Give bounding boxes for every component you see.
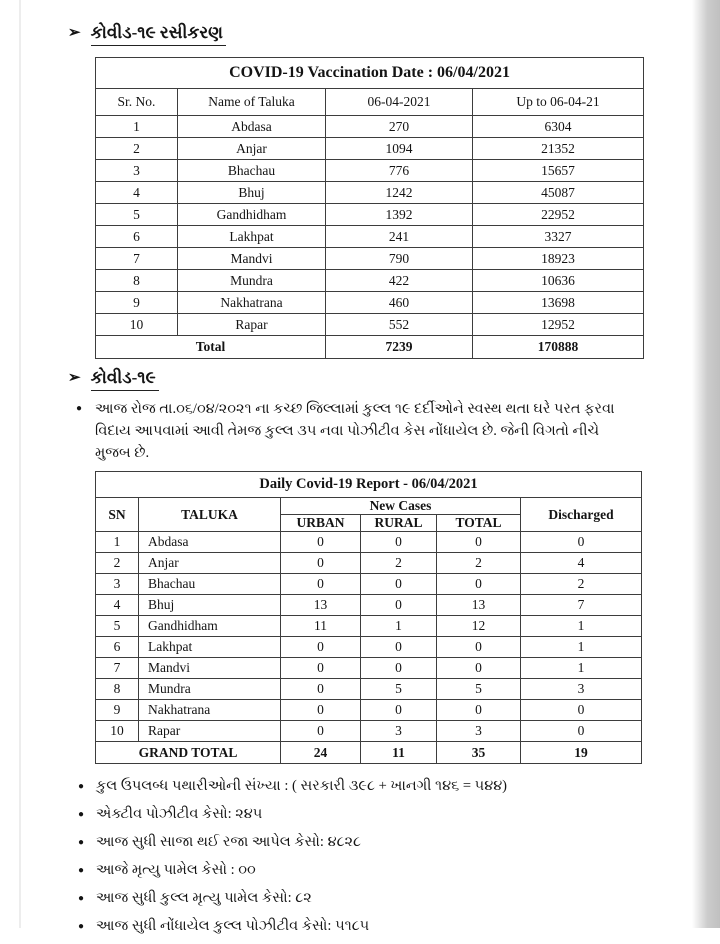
grand-total-total: 35 xyxy=(437,742,521,764)
table-cell: 0 xyxy=(361,637,437,658)
heading-covid xyxy=(68,367,692,391)
table-row xyxy=(96,574,642,595)
bullet-dot-icon: ● xyxy=(78,837,85,848)
table-row xyxy=(96,270,644,292)
column-header-name-of-taluka: Name of Taluka xyxy=(178,89,326,116)
table-cell: Nakhatrana xyxy=(178,292,326,314)
table-cell: 7 xyxy=(96,248,178,270)
table-row xyxy=(96,116,644,138)
table-row xyxy=(96,138,644,160)
bullet-dot-icon: ● xyxy=(78,865,85,876)
daily-report-title: Daily Covid-19 Report - 06/04/2021 xyxy=(96,472,642,498)
table-row xyxy=(96,226,644,248)
table-cell: 0 xyxy=(521,721,642,742)
table-cell: 3327 xyxy=(473,226,644,248)
table-cell: 2 xyxy=(437,553,521,574)
heading-covid-label: કોવીડ-૧૯ xyxy=(91,367,159,391)
table-cell: 1094 xyxy=(326,138,473,160)
table-cell: 0 xyxy=(437,658,521,679)
table-cell: 0 xyxy=(281,700,361,721)
table-row xyxy=(96,679,642,700)
table-cell: Bhuj xyxy=(178,182,326,204)
table-row xyxy=(96,595,642,616)
table-cell: 3 xyxy=(437,721,521,742)
table-row xyxy=(96,553,642,574)
table-cell: 4 xyxy=(521,553,642,574)
vaccination-table-title: COVID-19 Vaccination Date : 06/04/2021 xyxy=(96,58,644,89)
table-cell: 790 xyxy=(326,248,473,270)
table-cell: 9 xyxy=(96,700,139,721)
table-cell: 1 xyxy=(521,658,642,679)
table-cell: 1 xyxy=(361,616,437,637)
table-cell: 0 xyxy=(437,637,521,658)
list-item xyxy=(78,776,638,797)
table-row xyxy=(96,532,642,553)
table-row xyxy=(96,182,644,204)
table-cell: 0 xyxy=(361,532,437,553)
column-header-total: TOTAL xyxy=(437,515,521,532)
table-cell: 10636 xyxy=(473,270,644,292)
table-row xyxy=(96,248,644,270)
table-cell: Mundra xyxy=(139,679,281,700)
table-cell: 15657 xyxy=(473,160,644,182)
arrowhead-bullet-icon: ➢ xyxy=(68,370,81,386)
daily-report-table xyxy=(95,471,642,764)
table-cell: 0 xyxy=(281,637,361,658)
page-right-edge-shadow xyxy=(692,0,720,928)
table-cell: 7 xyxy=(96,658,139,679)
table-cell: Rapar xyxy=(178,314,326,336)
table-cell: 9 xyxy=(96,292,178,314)
table-cell: Mandvi xyxy=(178,248,326,270)
column-header-sr-no: Sr. No. xyxy=(96,89,178,116)
bullet-dot-icon: ● xyxy=(78,781,85,792)
table-cell: 0 xyxy=(281,658,361,679)
table-cell: 22952 xyxy=(473,204,644,226)
table-cell: Lakhpat xyxy=(178,226,326,248)
table-cell: 10 xyxy=(96,314,178,336)
column-header-up-to-date: Up to 06-04-21 xyxy=(473,89,644,116)
daily-report-header-row-1 xyxy=(96,498,642,515)
intro-paragraph xyxy=(76,398,636,464)
intro-paragraph-text: આજ રોજ તા.૦૬/૦૪/૨૦૨૧ ના કચ્છ જિલ્લામાં કુલ્લ ૧૯ દર્દીઓને સ્વસ્થ થતા ઘરે પરત ફરવા વિદાય આપવામાં આવી તેમજ કુલ્લ ૩૫ નવા પોઝીટીવ કેસ નોંધાયેલ છે. જેની વિગતો નીચે મુજબ છે. xyxy=(95,401,615,461)
table-cell: 0 xyxy=(281,532,361,553)
table-cell: 0 xyxy=(521,700,642,721)
summary-beds-available: કુલ ઉપલબ્ધ પથારીઓની સંખ્યા : ( સરકારી ૩૯૮ + ખાનગી ૧૪૬ = ૫૪૪) xyxy=(96,778,508,794)
table-cell: 0 xyxy=(361,700,437,721)
table-cell: 552 xyxy=(326,314,473,336)
table-cell: 1 xyxy=(521,637,642,658)
total-label: Total xyxy=(96,336,326,359)
table-cell: 776 xyxy=(326,160,473,182)
table-cell: Anjar xyxy=(139,553,281,574)
table-cell: 5 xyxy=(96,204,178,226)
table-cell: 0 xyxy=(281,721,361,742)
summary-total-deaths: આજ સુધી કુલ્લ મૃત્યુ પામેલ કેસો: ૮૨ xyxy=(96,890,312,906)
table-cell: 8 xyxy=(96,270,178,292)
summary-recovered-discharged-cases: આજ સુધી સાજા થઈ રજા આપેલ કેસો: ૪૮૨૮ xyxy=(96,834,362,850)
total-day-value: 7239 xyxy=(326,336,473,359)
vaccination-total-row xyxy=(96,336,644,359)
list-item xyxy=(78,888,638,909)
column-header-sn: SN xyxy=(96,498,139,532)
table-cell: 0 xyxy=(521,532,642,553)
table-cell: Gandhidham xyxy=(178,204,326,226)
table-cell: 6 xyxy=(96,226,178,248)
table-row xyxy=(96,292,644,314)
grand-total-label: GRAND TOTAL xyxy=(96,742,281,764)
column-header-new-cases: New Cases xyxy=(281,498,521,515)
column-header-rural: RURAL xyxy=(361,515,437,532)
list-item xyxy=(78,860,638,881)
table-row xyxy=(96,160,644,182)
table-cell: Anjar xyxy=(178,138,326,160)
table-row xyxy=(96,637,642,658)
table-cell: 7 xyxy=(521,595,642,616)
table-cell: 0 xyxy=(437,532,521,553)
table-cell: 1 xyxy=(96,116,178,138)
summary-bullet-list xyxy=(78,776,638,937)
table-cell: 2 xyxy=(96,553,139,574)
grand-total-rural: 11 xyxy=(361,742,437,764)
grand-total-row xyxy=(96,742,642,764)
table-cell: 0 xyxy=(281,679,361,700)
summary-total-positive-cases: આજ સુધી નોંધાયેલ કુલ્લ પોઝીટીવ કેસો: ૫૧૮૫ xyxy=(96,918,370,934)
table-cell: 6 xyxy=(96,637,139,658)
bullet-dot-icon: ● xyxy=(76,403,83,414)
table-cell: 5 xyxy=(437,679,521,700)
table-cell: Bhachau xyxy=(178,160,326,182)
table-cell: 3 xyxy=(521,679,642,700)
vaccination-table-header-row xyxy=(96,89,644,116)
bullet-dot-icon: ● xyxy=(78,921,85,932)
table-cell: 270 xyxy=(326,116,473,138)
table-cell: 45087 xyxy=(473,182,644,204)
table-cell: Mundra xyxy=(178,270,326,292)
column-header-urban: URBAN xyxy=(281,515,361,532)
table-cell: Nakhatrana xyxy=(139,700,281,721)
table-cell: Abdasa xyxy=(139,532,281,553)
table-cell: 1392 xyxy=(326,204,473,226)
table-cell: 460 xyxy=(326,292,473,314)
table-cell: 422 xyxy=(326,270,473,292)
table-cell: Mandvi xyxy=(139,658,281,679)
bullet-dot-icon: ● xyxy=(78,893,85,904)
table-cell: Rapar xyxy=(139,721,281,742)
table-cell: 11 xyxy=(281,616,361,637)
table-cell: 1 xyxy=(96,532,139,553)
total-cumulative-value: 170888 xyxy=(473,336,644,359)
table-row xyxy=(96,204,644,226)
vaccination-table-title-row xyxy=(96,58,644,89)
bullet-dot-icon: ● xyxy=(78,809,85,820)
heading-covid-vaccination-label: કોવીડ-૧૯ રસીકરણ xyxy=(91,22,226,46)
table-row xyxy=(96,700,642,721)
summary-active-positive-cases: એક્ટીવ પોઝીટીવ કેસો: ૨૪૫ xyxy=(96,806,263,822)
grand-total-discharged: 19 xyxy=(521,742,642,764)
table-cell: 1242 xyxy=(326,182,473,204)
table-cell: Abdasa xyxy=(178,116,326,138)
table-cell: 13 xyxy=(281,595,361,616)
table-cell: 5 xyxy=(96,616,139,637)
table-row xyxy=(96,616,642,637)
column-header-taluka: TALUKA xyxy=(139,498,281,532)
list-item xyxy=(78,804,638,825)
vaccination-table xyxy=(95,57,644,359)
table-cell: 241 xyxy=(326,226,473,248)
table-cell: 1 xyxy=(521,616,642,637)
column-header-date: 06-04-2021 xyxy=(326,89,473,116)
arrowhead-bullet-icon: ➢ xyxy=(68,25,81,41)
grand-total-urban: 24 xyxy=(281,742,361,764)
table-cell: 21352 xyxy=(473,138,644,160)
table-cell: 10 xyxy=(96,721,139,742)
table-cell: 0 xyxy=(361,658,437,679)
table-cell: 13 xyxy=(437,595,521,616)
table-cell: 2 xyxy=(96,138,178,160)
table-cell: 12 xyxy=(437,616,521,637)
column-header-discharged: Discharged xyxy=(521,498,642,532)
table-cell: 4 xyxy=(96,595,139,616)
table-cell: 0 xyxy=(437,700,521,721)
table-cell: 8 xyxy=(96,679,139,700)
table-cell: 3 xyxy=(96,574,139,595)
heading-covid-vaccination xyxy=(68,22,692,46)
table-row xyxy=(96,721,642,742)
table-row xyxy=(96,658,642,679)
table-cell: Bhachau xyxy=(139,574,281,595)
table-cell: Lakhpat xyxy=(139,637,281,658)
table-cell: Gandhidham xyxy=(139,616,281,637)
table-cell: 4 xyxy=(96,182,178,204)
table-cell: 0 xyxy=(361,595,437,616)
summary-deaths-today: આજે મૃત્યુ પામેલ કેસો : ૦૦ xyxy=(96,862,256,878)
table-cell: 2 xyxy=(521,574,642,595)
table-cell: 6304 xyxy=(473,116,644,138)
list-item xyxy=(78,832,638,853)
table-cell: 0 xyxy=(281,574,361,595)
table-cell: 13698 xyxy=(473,292,644,314)
table-row xyxy=(96,314,644,336)
table-cell: 18923 xyxy=(473,248,644,270)
table-cell: 3 xyxy=(96,160,178,182)
table-cell: 12952 xyxy=(473,314,644,336)
table-cell: 2 xyxy=(361,553,437,574)
table-cell: Bhuj xyxy=(139,595,281,616)
table-cell: 0 xyxy=(361,574,437,595)
table-cell: 3 xyxy=(361,721,437,742)
table-cell: 0 xyxy=(437,574,521,595)
daily-report-title-row xyxy=(96,472,642,498)
table-cell: 0 xyxy=(281,553,361,574)
list-item xyxy=(78,916,638,937)
table-cell: 5 xyxy=(361,679,437,700)
